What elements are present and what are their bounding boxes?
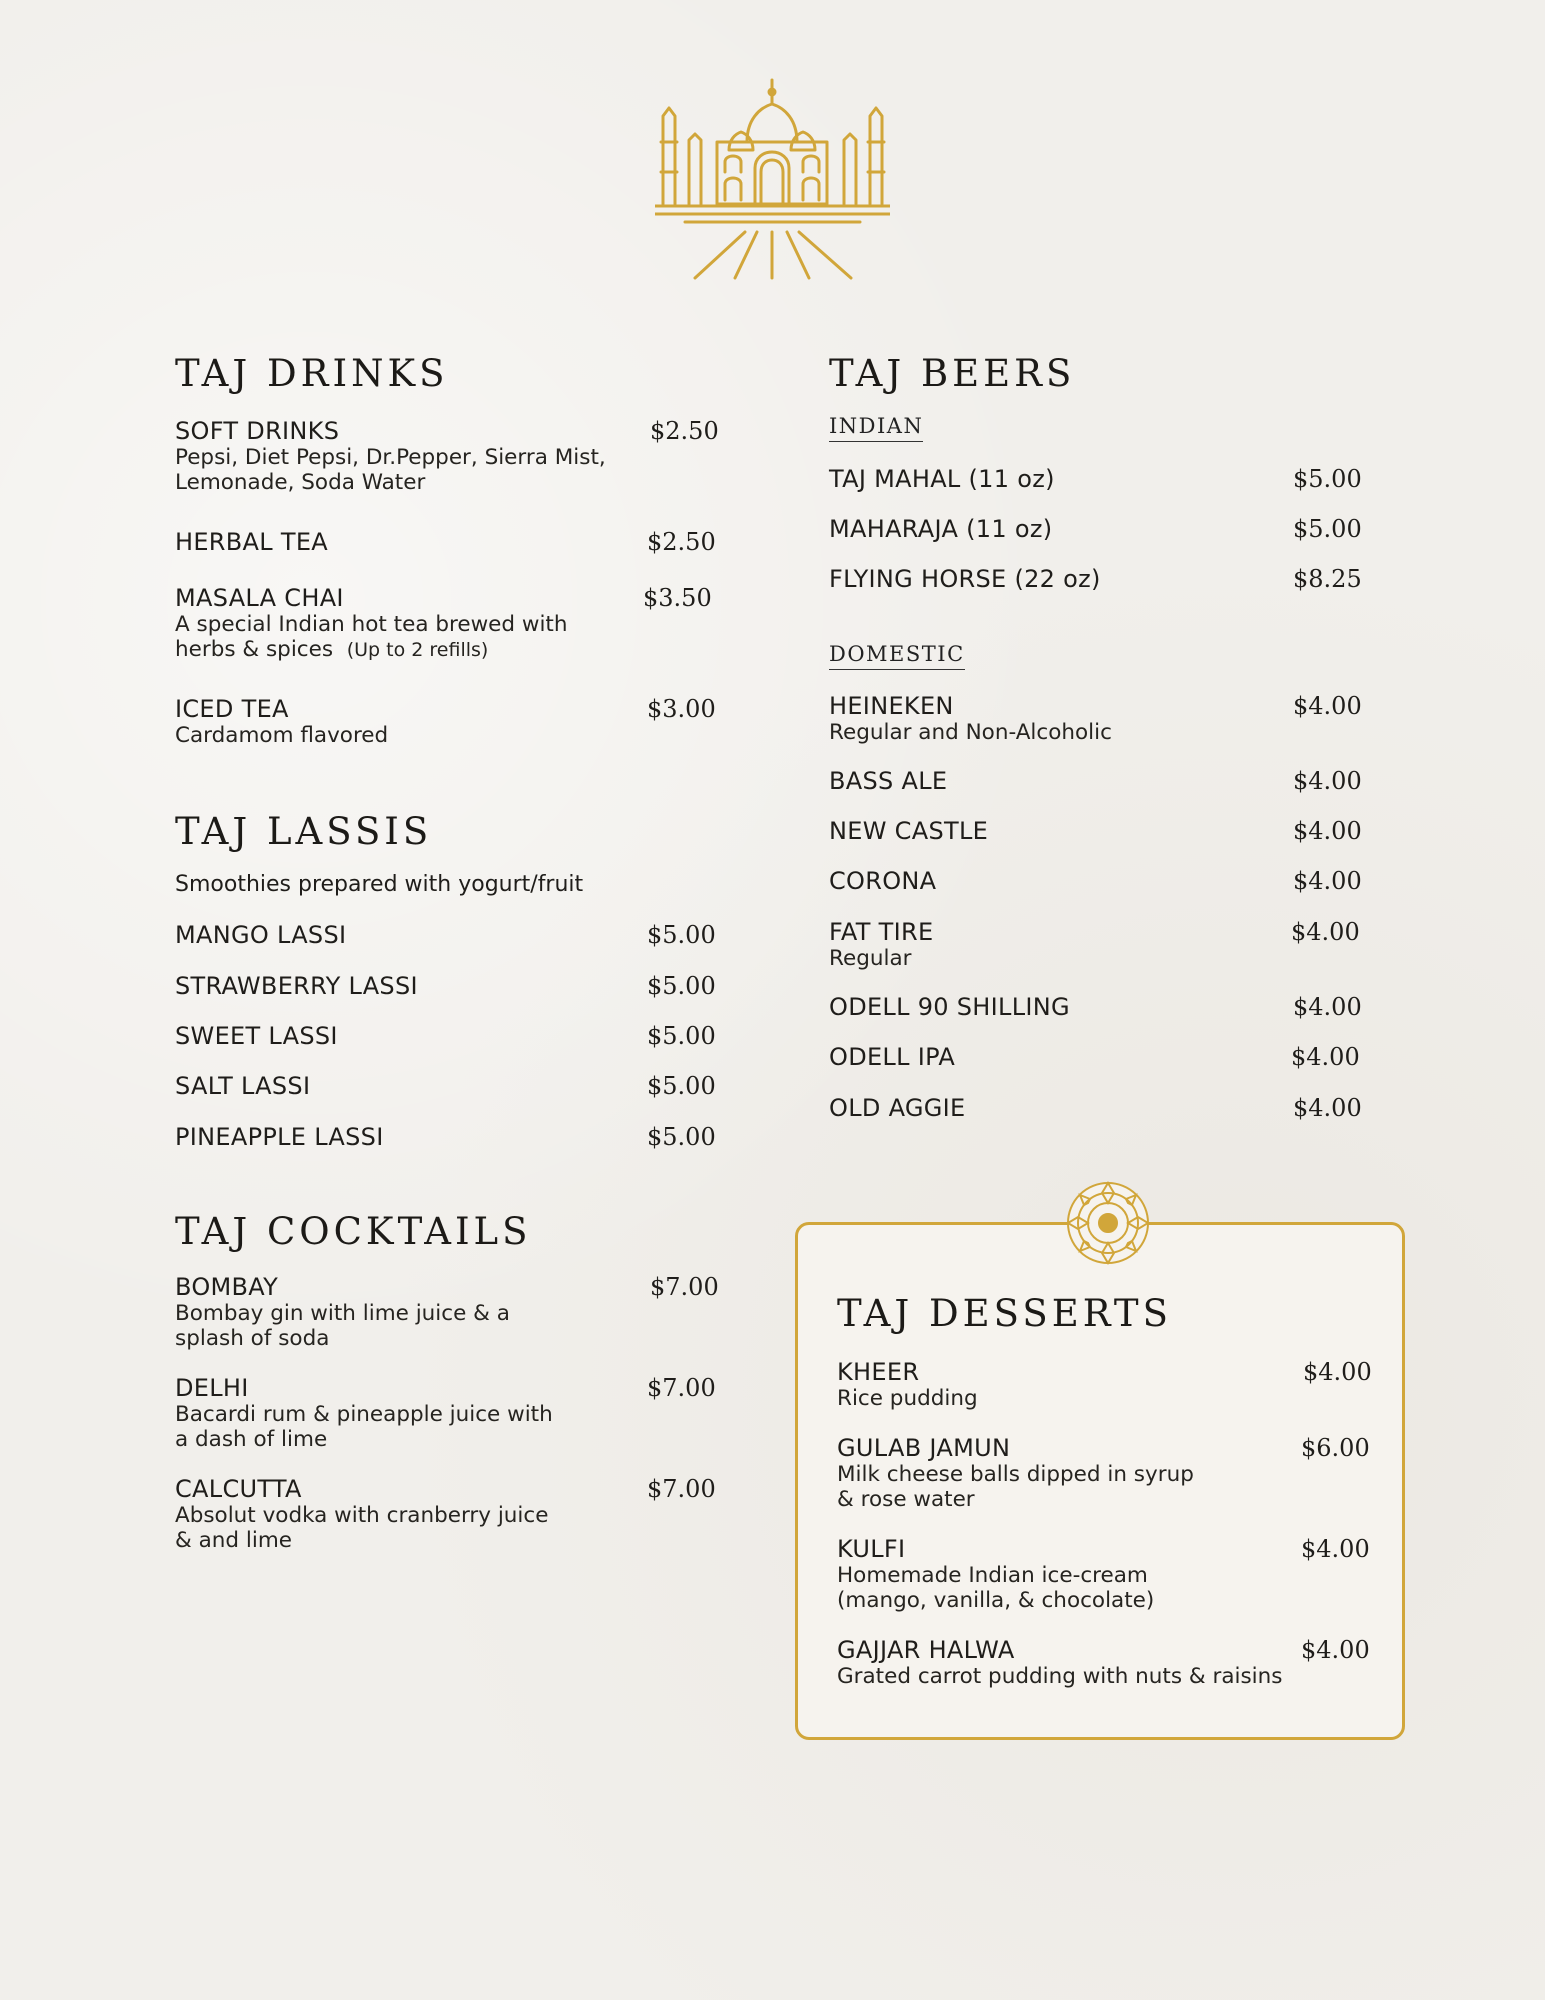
menu-item-salt-lassi <box>175 1072 715 1100</box>
menu-item-delhi <box>175 1374 715 1452</box>
item-price: $4.00 <box>1301 1636 1370 1664</box>
item-desc: Rice pudding <box>837 1386 978 1411</box>
item-price: $2.50 <box>647 528 716 556</box>
item-desc: Bacardi rum & pineapple juice with <box>175 1402 553 1427</box>
item-desc: (mango, vanilla, & chocolate) <box>837 1588 1155 1613</box>
item-desc: Milk cheese balls dipped in syrup <box>837 1462 1194 1487</box>
item-price: $6.00 <box>1301 1434 1370 1462</box>
item-desc: Regular and Non-Alcoholic <box>829 720 1112 745</box>
item-price: $4.00 <box>1293 867 1362 895</box>
menu-item-odell-ipa <box>829 1043 1369 1071</box>
item-desc: Grated carrot pudding with nuts & raisins <box>837 1664 1283 1689</box>
menu-item-soft-drinks <box>175 417 719 495</box>
drinks-title: TAJ DRINKS <box>175 352 449 395</box>
drinks-section <box>175 352 715 395</box>
menu-item-mango-lassi <box>175 921 715 949</box>
item-name: KULFI <box>837 1535 906 1563</box>
item-name: BASS ALE <box>829 767 948 795</box>
menu-item-kulfi <box>837 1535 1377 1613</box>
item-price: $2.50 <box>650 417 719 445</box>
item-desc: splash of soda <box>175 1326 330 1351</box>
item-name: OLD AGGIE <box>829 1094 966 1122</box>
beers-title: TAJ BEERS <box>829 352 1076 395</box>
desserts-title: TAJ DESSERTS <box>837 1292 1172 1335</box>
lassis-intro: Smoothies prepared with yogurt/fruit <box>175 872 584 897</box>
beers-indian-label: INDIAN <box>829 414 923 442</box>
item-desc: & rose water <box>837 1487 975 1512</box>
item-name: DELHI <box>175 1374 249 1402</box>
item-price: $4.00 <box>1293 993 1362 1021</box>
item-price: $4.00 <box>1303 1358 1372 1386</box>
item-name: FLYING HORSE (22 oz) <box>829 565 1101 593</box>
item-name: MAHARAJA (11 oz) <box>829 515 1053 543</box>
item-price: $5.00 <box>647 972 716 1000</box>
menu-item-kheer <box>837 1358 1377 1411</box>
menu-item-taj-mahal-beer <box>829 465 1369 493</box>
item-desc: Bombay gin with lime juice & a <box>175 1301 510 1326</box>
item-price: $5.00 <box>647 1123 716 1151</box>
item-price: $5.00 <box>647 921 716 949</box>
item-price: $5.00 <box>1293 515 1362 543</box>
item-price: $5.00 <box>1293 465 1362 493</box>
item-price: $4.00 <box>1291 918 1360 946</box>
mandala-icon <box>1065 1180 1151 1266</box>
item-note: (Up to 2 refills) <box>346 639 489 661</box>
item-desc: Lemonade, Soda Water <box>175 470 426 495</box>
item-name: HERBAL TEA <box>175 528 329 556</box>
item-name: NEW CASTLE <box>829 817 989 845</box>
item-desc: Homemade Indian ice-cream <box>837 1563 1148 1588</box>
item-name: BOMBAY <box>175 1273 279 1301</box>
item-name: SOFT DRINKS <box>175 417 340 445</box>
item-price: $4.00 <box>1293 692 1362 720</box>
menu-item-bass-ale <box>829 767 1369 795</box>
menu-item-maharaja <box>829 515 1369 543</box>
item-name: MASALA CHAI <box>175 584 344 612</box>
menu-item-iced-tea <box>175 695 715 748</box>
item-price: $5.00 <box>647 1072 716 1100</box>
item-name: TAJ MAHAL (11 oz) <box>829 465 1055 493</box>
menu-item-bombay <box>175 1273 719 1351</box>
menu-item-strawberry-lassi <box>175 972 715 1000</box>
item-desc <box>175 637 715 663</box>
item-price: $3.50 <box>643 584 712 612</box>
menu-item-fat-tire <box>829 918 1369 971</box>
item-name: KHEER <box>837 1358 920 1386</box>
beers-domestic-label: DOMESTIC <box>829 642 965 670</box>
menu-item-odell-90-shilling <box>829 993 1369 1021</box>
item-desc-text: herbs & spices <box>175 637 334 662</box>
item-price: $3.00 <box>647 695 716 723</box>
item-name: GAJJAR HALWA <box>837 1636 1015 1664</box>
cocktails-title: TAJ COCKTAILS <box>175 1210 532 1253</box>
item-desc: Absolut vodka with cranberry juice <box>175 1503 549 1528</box>
item-desc: & and lime <box>175 1528 293 1553</box>
item-price: $4.00 <box>1293 1094 1362 1122</box>
menu-item-corona <box>829 867 1369 895</box>
menu-item-pineapple-lassi <box>175 1123 715 1151</box>
item-name: GULAB JAMUN <box>837 1434 1011 1462</box>
item-name: MANGO LASSI <box>175 921 347 949</box>
item-price: $5.00 <box>647 1022 716 1050</box>
menu-item-gulab-jamun <box>837 1434 1377 1512</box>
item-name: ODELL IPA <box>829 1043 956 1071</box>
menu-item-calcutta <box>175 1475 715 1553</box>
item-name: ODELL 90 SHILLING <box>829 993 1070 1021</box>
menu-item-herbal-tea <box>175 528 715 556</box>
menu-item-sweet-lassi <box>175 1022 715 1050</box>
taj-mahal-icon <box>655 72 890 282</box>
item-price: $4.00 <box>1291 1043 1360 1071</box>
item-name: ICED TEA <box>175 695 289 723</box>
item-price: $7.00 <box>647 1374 716 1402</box>
item-name: CALCUTTA <box>175 1475 302 1503</box>
menu-item-masala-chai <box>175 584 715 663</box>
item-price: $4.00 <box>1293 767 1362 795</box>
item-desc: Cardamom flavored <box>175 723 389 748</box>
item-price: $7.00 <box>647 1475 716 1503</box>
menu-item-heineken <box>829 692 1369 745</box>
lassis-title: TAJ LASSIS <box>175 810 433 853</box>
item-name: STRAWBERRY LASSI <box>175 972 418 1000</box>
item-name: CORONA <box>829 867 937 895</box>
item-name: PINEAPPLE LASSI <box>175 1123 384 1151</box>
item-price: $4.00 <box>1293 817 1362 845</box>
item-desc: Pepsi, Diet Pepsi, Dr.Pepper, Sierra Mist, <box>175 445 606 470</box>
item-desc: Regular <box>829 946 912 971</box>
item-desc: A special Indian hot tea brewed with <box>175 612 568 637</box>
item-name: HEINEKEN <box>829 692 954 720</box>
item-name: SALT LASSI <box>175 1072 311 1100</box>
item-price: $4.00 <box>1301 1535 1370 1563</box>
menu-item-old-aggie <box>829 1094 1369 1122</box>
item-price: $7.00 <box>650 1273 719 1301</box>
item-name: FAT TIRE <box>829 918 934 946</box>
menu-item-new-castle <box>829 817 1369 845</box>
item-desc: a dash of lime <box>175 1427 328 1452</box>
menu-item-flying-horse <box>829 565 1369 593</box>
item-price: $8.25 <box>1293 565 1362 593</box>
item-name: SWEET LASSI <box>175 1022 338 1050</box>
menu-item-gajjar-halwa <box>837 1636 1377 1689</box>
